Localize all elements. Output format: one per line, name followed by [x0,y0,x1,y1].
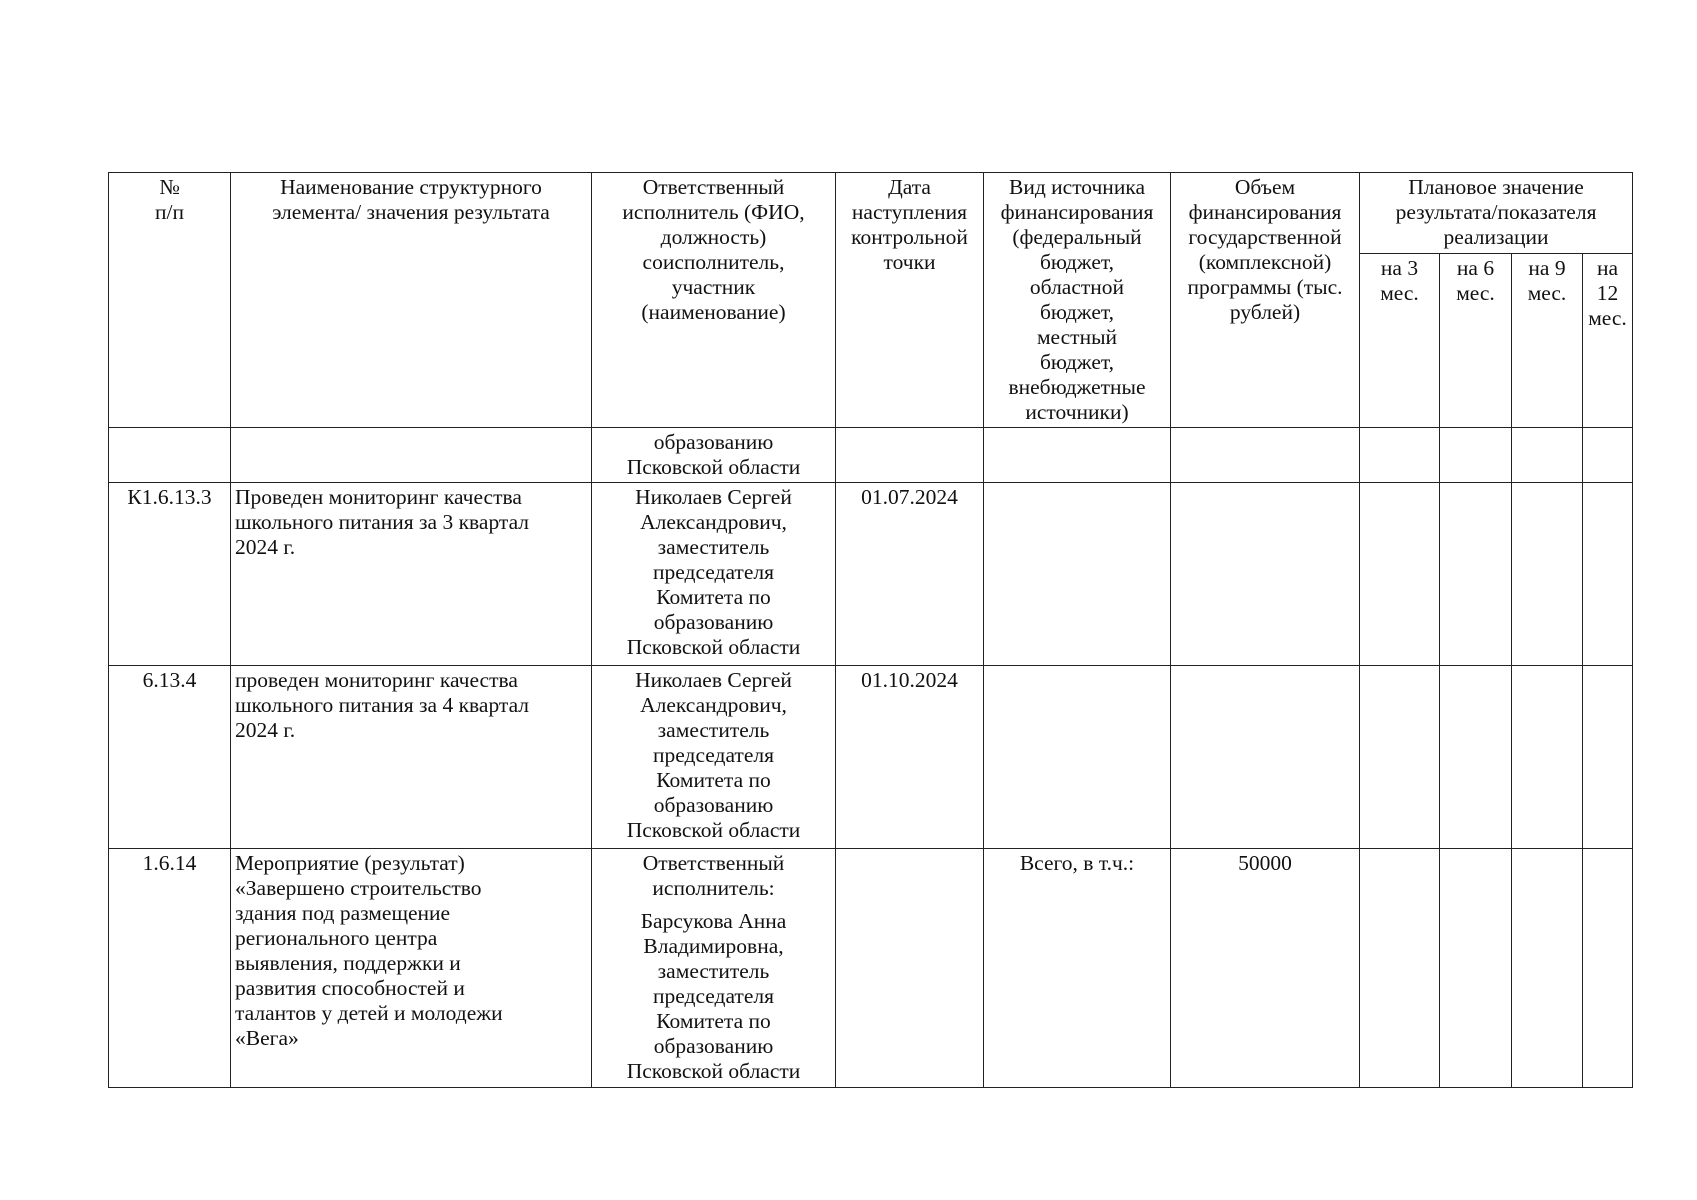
cell-source [984,428,1171,483]
header-6-months: на 6 мес. [1440,253,1512,427]
cell-responsible: образованию Псковской области [592,428,836,483]
cell-number: К1.6.13.3 [109,483,231,666]
cell-date: 01.10.2024 [836,666,984,849]
table-row [109,428,1633,483]
header-3-months: на 3 мес. [1360,253,1440,427]
cell-3-months [1360,428,1440,483]
cell-12-months [1583,483,1633,666]
cell-responsible: Николаев Сергей Александрович, заместитель председателя Комитета по образованию Псковской области [592,666,836,849]
cell-3-months [1360,483,1440,666]
control-points-table [108,172,1633,1088]
cell-volume [1171,483,1360,666]
header-volume: Объем финансирования государственной (комплексной) программы (тыс. рублей) [1171,173,1360,428]
cell-9-months [1512,666,1583,849]
cell-volume: 50000 [1171,849,1360,1088]
cell-date: 01.07.2024 [836,483,984,666]
cell-source [984,666,1171,849]
cell-9-months [1512,428,1583,483]
cell-number: 6.13.4 [109,666,231,849]
cell-name [231,428,592,483]
cell-12-months [1583,666,1633,849]
header-responsible: Ответственный исполнитель (ФИО, должность) соисполнитель, участник (наименование) [592,173,836,428]
cell-12-months [1583,849,1633,1088]
cell-6-months [1440,483,1512,666]
cell-source: Всего, в т.ч.: [984,849,1171,1088]
table-row [109,849,1633,1088]
cell-number: 1.6.14 [109,849,231,1088]
header-source: Вид источника финансирования (федеральный бюджет, областной бюджет, местный бюджет, внебюджетные источники) [984,173,1171,428]
cell-6-months [1440,666,1512,849]
cell-responsible: Николаев Сергей Александрович, заместитель председателя Комитета по образованию Псковской области [592,483,836,666]
header-row [109,173,1633,254]
header-name: Наименование структурного элемента/ значения результата [231,173,592,428]
header-9-months: на 9 мес. [1512,253,1583,427]
cell-responsible: Ответственный исполнитель: Барсукова Анна Владимировна, заместитель председателя Комитета по образованию Псковской области [592,849,836,1088]
cell-3-months [1360,849,1440,1088]
cell-9-months [1512,483,1583,666]
cell-12-months [1583,428,1633,483]
cell-3-months [1360,666,1440,849]
cell-date [836,849,984,1088]
cell-volume [1171,666,1360,849]
header-date: Дата наступления контрольной точки [836,173,984,428]
cell-9-months [1512,849,1583,1088]
responsible-title: Ответственный исполнитель: [642,851,785,900]
table-row [109,666,1633,849]
cell-6-months [1440,849,1512,1088]
cell-name: Проведен мониторинг качества школьного питания за 3 квартал 2024 г. [231,483,592,666]
cell-name: проведен мониторинг качества школьного питания за 4 квартал 2024 г. [231,666,592,849]
cell-6-months [1440,428,1512,483]
header-plan: Плановое значение результата/показателя реализации [1360,173,1633,254]
cell-source [984,483,1171,666]
cell-date [836,428,984,483]
table-row [109,483,1633,666]
cell-volume [1171,428,1360,483]
header-number: № п/п [109,173,231,428]
header-12-months: на 12 мес. [1583,253,1633,427]
cell-name: Мероприятие (результат) «Завершено строительство здания под размещение регионального центра выявления, поддержки и развития способностей и талантов у детей и молодежи «Вега» [231,849,592,1088]
cell-number [109,428,231,483]
